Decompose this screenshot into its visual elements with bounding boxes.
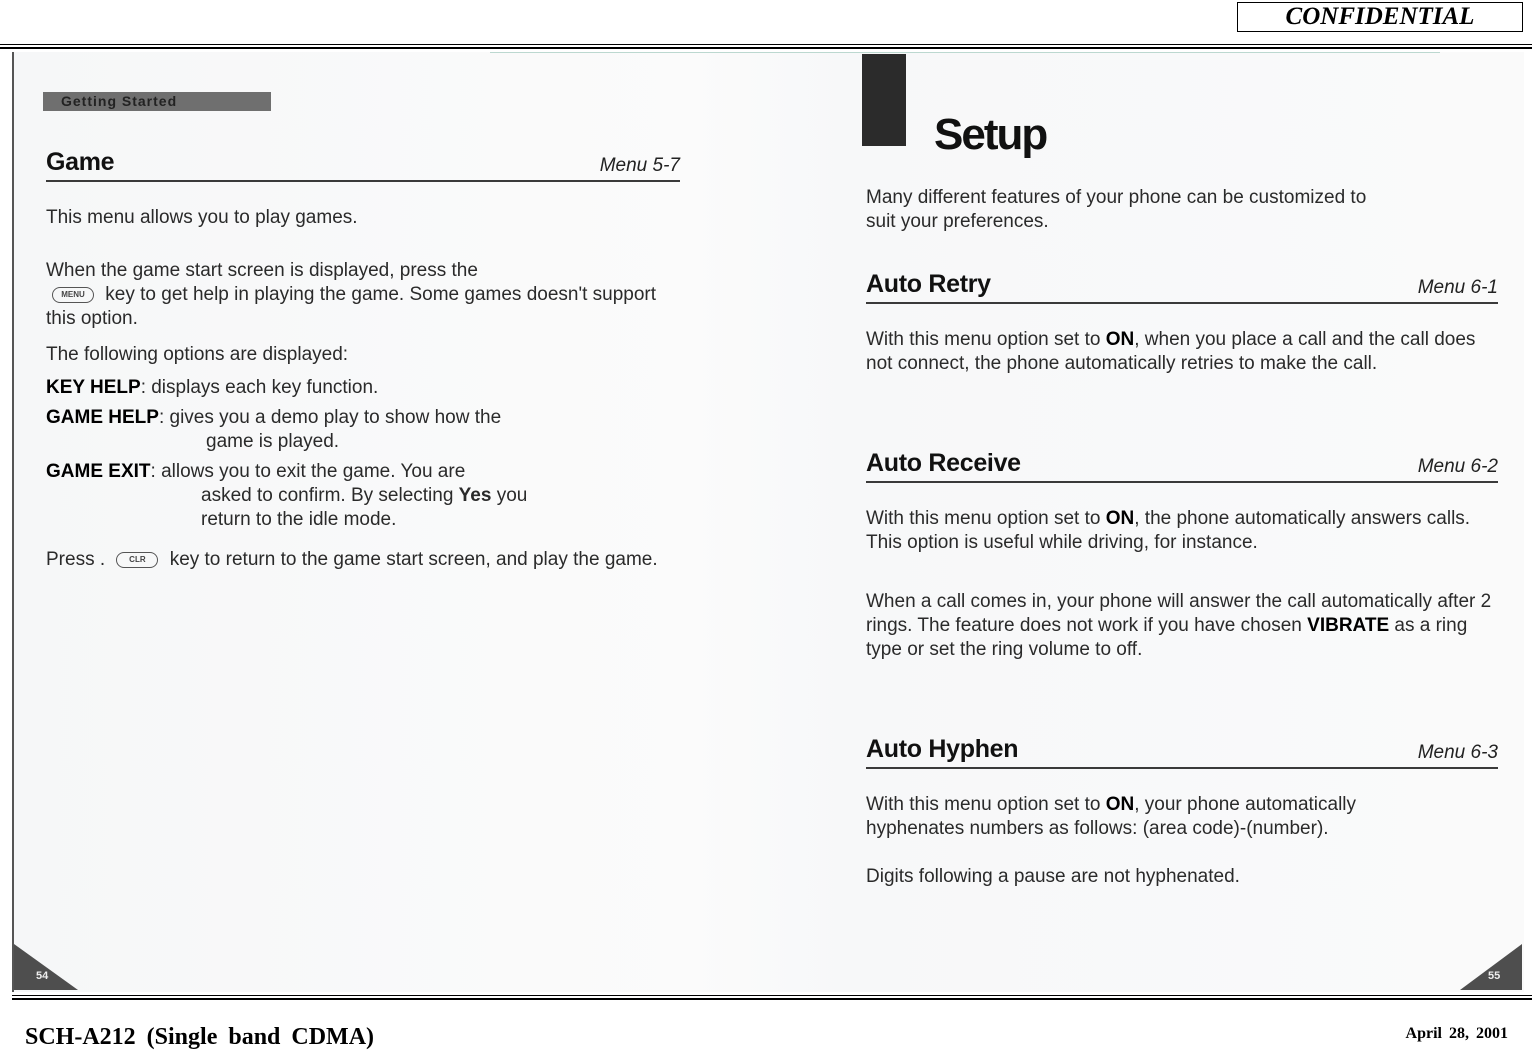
section-title: Game (46, 148, 115, 176)
option-game-exit (46, 460, 680, 532)
text: With this menu option set to (866, 794, 1101, 815)
confidential-stamp: CONFIDENTIAL (1237, 2, 1523, 32)
page-number-left: 54 (36, 970, 49, 982)
section-title: Auto Receive (866, 449, 1021, 477)
footer-rule (12, 995, 1532, 996)
page-corner-left (14, 944, 78, 990)
option-term: GAME HELP (46, 407, 159, 428)
scan-edge (12, 52, 14, 992)
text: , your phone automatically hyphenates numbers as follows: (area code)-(number). (866, 794, 1357, 839)
bold-on: ON (1105, 794, 1135, 815)
text: , when you place a call and the call does not connect, the phone automatically retries to make the call. (866, 329, 1476, 374)
option-game-help (46, 406, 680, 454)
footer-model: SCH-A212 (Single band CDMA) (25, 1024, 375, 1050)
section-header-auto-receive (866, 449, 1498, 483)
option-desc-cont2: you (496, 485, 528, 506)
option-desc: : allows you to exit the game. You are (150, 461, 466, 482)
menu-key-icon: MENU (52, 287, 94, 303)
text: as a ring type or set the ring volume to off. (866, 615, 1468, 660)
text: , the phone automatically answers calls. This option is useful while driving, for instance. (866, 508, 1471, 553)
header-rule-thick (0, 47, 1532, 49)
help-text-b: key to get help in playing the game. Some games doesn't support this option. (46, 284, 657, 329)
right-page (866, 52, 1501, 992)
text: When a call comes in, your phone will answer the call automatically after 2 rings. The feature does not work if you have chosen (866, 591, 1492, 636)
option-desc-cont: asked to confirm. By selecting (201, 485, 454, 506)
auto-receive-text (866, 507, 1498, 555)
option-desc-cont3: return to the idle mode. (201, 509, 397, 530)
footer-rule-thick (12, 998, 1532, 1000)
page-number-right: 55 (1488, 970, 1501, 982)
options-intro: The following options are displayed: (46, 344, 349, 365)
text: With this menu option set to (866, 329, 1101, 350)
intro-paragraph: This menu allows you to play games. (46, 207, 358, 228)
clr-key-icon: CLR (116, 552, 158, 568)
auto-hyphen-text-2: Digits following a pause are not hyphenated. (866, 866, 1240, 887)
menu-number: Menu 6-1 (1417, 277, 1498, 298)
return-paragraph (46, 548, 680, 572)
option-desc: : displays each key function. (140, 377, 379, 398)
chapter-tab: Getting Started (43, 92, 271, 111)
help-text-a: When the game start screen is displayed, press the (46, 260, 478, 281)
option-term: KEY HELP (46, 377, 141, 398)
footer-date: April 28, 2001 (1405, 1025, 1508, 1042)
menu-number: Menu 6-3 (1417, 742, 1498, 763)
return-text-b: key to return to the game start screen, and play the game. (169, 549, 658, 570)
bold-on: ON (1105, 329, 1135, 350)
setup-intro: Many different features of your phone can be customized to suit your preferences. (866, 187, 1367, 232)
menu-number: Menu 5-7 (599, 155, 680, 176)
section-header-game (46, 148, 680, 182)
bold-on: ON (1105, 508, 1135, 529)
section-header-auto-hyphen (866, 735, 1498, 769)
section-title: Auto Hyphen (866, 735, 1019, 763)
section-header-auto-retry (866, 270, 1498, 304)
chapter-marker-bar (862, 54, 906, 146)
option-desc-cont: game is played. (206, 431, 340, 452)
page-corner-right (1460, 944, 1522, 990)
section-title: Auto Retry (866, 270, 991, 298)
option-bold-yes: Yes (458, 485, 492, 506)
text: With this menu option set to (866, 508, 1101, 529)
chapter-title: Setup (934, 110, 1047, 159)
return-text-a: Press . (46, 549, 106, 570)
bold-vibrate: VIBRATE (1307, 615, 1390, 636)
auto-hyphen-text (866, 793, 1456, 841)
header-rule (0, 44, 1532, 45)
auto-retry-text (866, 328, 1498, 376)
option-desc: : gives you a demo play to show how the (158, 407, 502, 428)
auto-receive-text-2 (866, 590, 1498, 662)
help-paragraph (46, 259, 680, 331)
menu-number: Menu 6-2 (1417, 456, 1498, 477)
left-page (46, 52, 680, 992)
option-key-help (46, 376, 680, 400)
option-term: GAME EXIT (46, 461, 151, 482)
